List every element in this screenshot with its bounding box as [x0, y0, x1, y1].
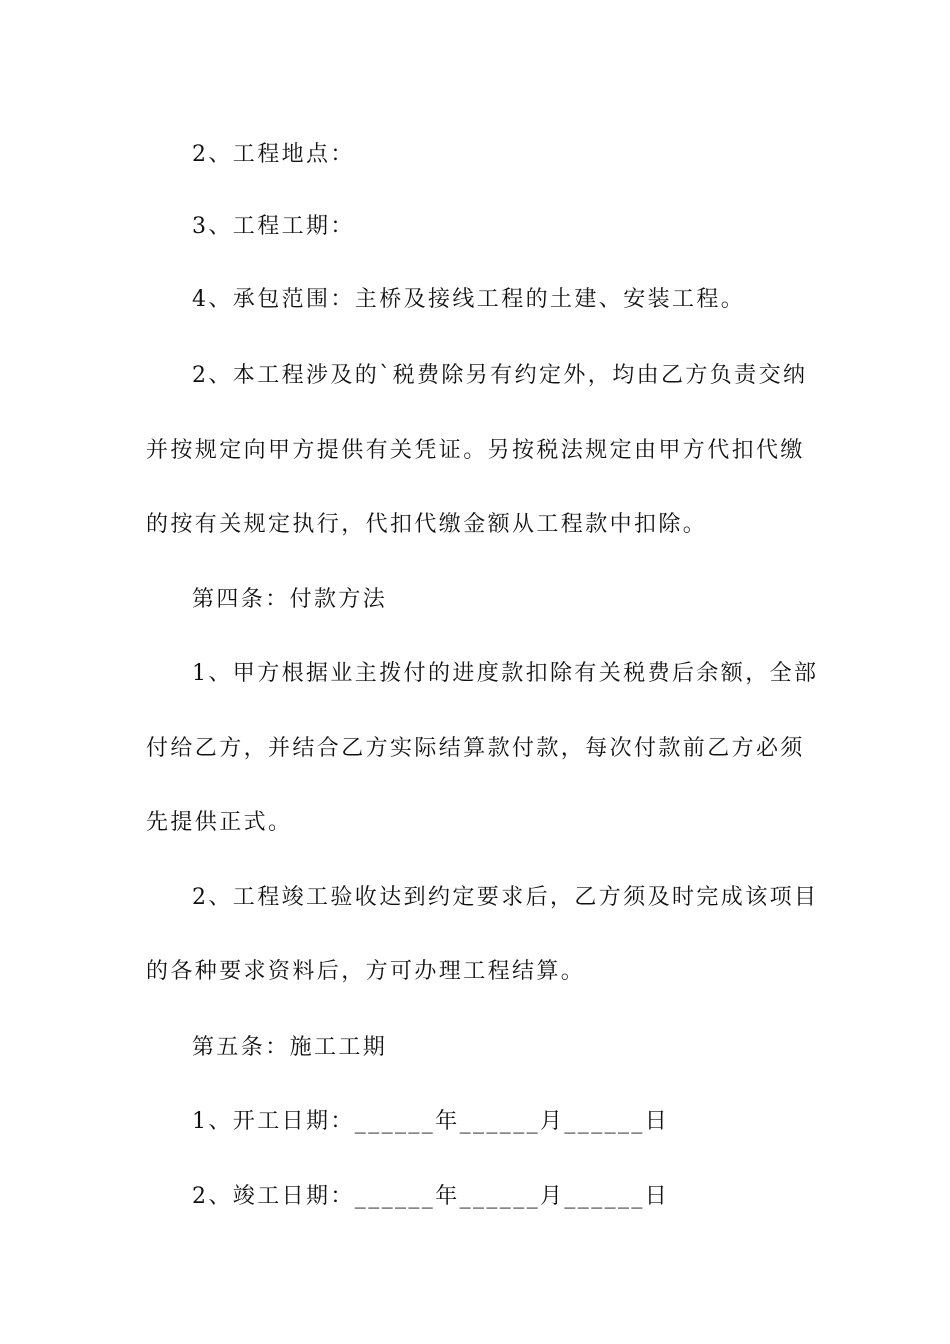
- payment-paragraph-line-1: 1、甲方根据业主拨付的进度款扣除有关税费后余额，全部: [192, 661, 819, 686]
- tax-paragraph-line-2: 并按规定向甲方提供有关凭证。另按税法规定由甲方代扣代缴: [146, 438, 805, 463]
- settlement-paragraph-line-1: 2、工程竣工验收达到约定要求后，乙方须及时完成该项目: [192, 885, 819, 910]
- payment-paragraph-line-2: 付给乙方，并结合乙方实际结算款付款，每次付款前乙方必须: [146, 736, 805, 761]
- article-five-heading: 第五条：施工工期: [192, 1035, 388, 1060]
- clause-project-location: 2、工程地点：: [192, 142, 355, 167]
- start-date-line: 1、开工日期：______年______月______日: [192, 1109, 670, 1134]
- clause-project-duration: 3、工程工期：: [192, 214, 355, 239]
- tax-paragraph-line-1: 2、本工程涉及的`税费除另有约定外，均由乙方负责交纳: [192, 363, 808, 388]
- completion-date-line: 2、竣工日期：______年______月______日: [192, 1184, 670, 1209]
- clause-contract-scope: 4、承包范围：主桥及接线工程的土建、安装工程。: [192, 287, 746, 312]
- tax-paragraph-line-3: 的按有关规定执行，代扣代缴金额从工程款中扣除。: [146, 512, 708, 537]
- payment-paragraph-line-3: 先提供正式。: [146, 810, 293, 835]
- article-four-heading: 第四条：付款方法: [192, 587, 388, 612]
- settlement-paragraph-line-2: 的各种要求资料后，方可办理工程结算。: [146, 959, 586, 984]
